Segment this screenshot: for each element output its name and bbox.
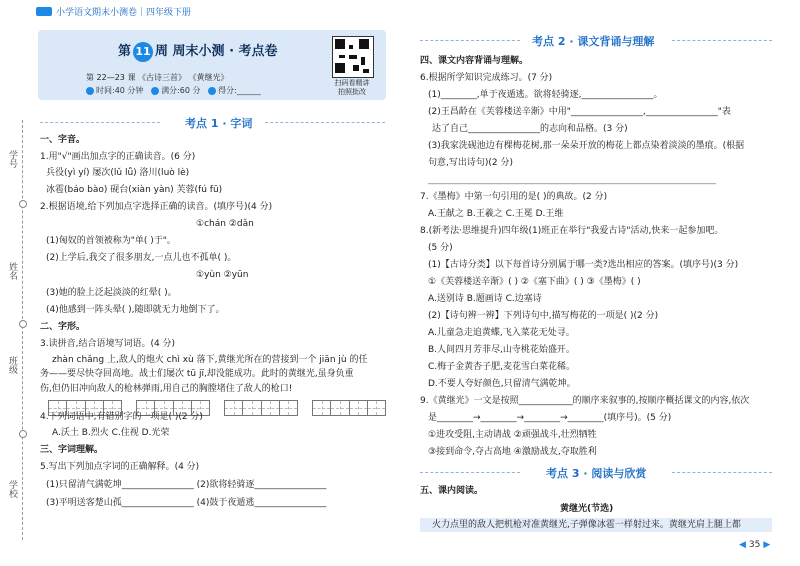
question-options[interactable]: 冰雹(báo bào) 砚台(xiàn yàn) 芙蓉(fú fū) — [46, 185, 223, 195]
question[interactable]: 7.《墨梅》中第一句引用的是( )的典故。(2 分) — [420, 192, 608, 202]
pen-icon — [208, 87, 216, 95]
question-item: (1)【古诗分类】以下每首诗分别属于哪一类?选出相应的答案。(填序号)(3 分) — [428, 260, 739, 270]
series-title: 小学语文期末小测卷｜四年级下册 — [56, 7, 192, 18]
passage-text: 火力点里的敌人把机枪对准黄继光,子弹像冰雹一样射过来。黄继光肩上腿上都 — [432, 520, 741, 530]
page-number — [736, 540, 773, 550]
binding-hole — [19, 430, 27, 438]
question-item[interactable]: (1)匈奴的首领被称为"单( )于"。 — [46, 236, 176, 246]
part-heading: 五、课内阅读。 — [420, 486, 484, 496]
question: 4.下列词语中,有错别字的一项是( )(2 分) — [40, 412, 203, 422]
part-heading: 四、课文内容背诵与理解。 — [420, 56, 529, 66]
question: 6.根据所学知识完成练习。(7 分) — [420, 73, 553, 83]
passage-title: 黄继光(节选) — [560, 504, 614, 514]
full-score: 满分:60 分 — [161, 86, 201, 95]
option-b[interactable]: B.人间四月芳菲尽,山寺桃花始盛开。 — [428, 345, 575, 355]
time-limit: 时间:40 分钟 — [96, 86, 144, 95]
clock-icon — [86, 87, 94, 95]
question-score: (5 分) — [428, 243, 453, 253]
qr-caption: 扫码看精讲 拍照批改 — [334, 79, 370, 96]
divider — [672, 472, 772, 473]
question: 2.根据语境,给下列加点字选择正确的读音。(填序号)(4 分) — [40, 202, 273, 212]
question-item[interactable]: (3)平明送客楚山孤________________ (4)鼓于夜遁逃________________ — [46, 498, 327, 508]
paper-title — [118, 40, 278, 62]
divider — [672, 40, 772, 41]
gutter-label: 学校 — [7, 480, 17, 498]
question-options: ①进攻受阻,主动请战 ②顽强战斗,壮烈牺牲 — [428, 430, 597, 440]
divider — [265, 122, 385, 123]
binding-hole — [19, 320, 27, 328]
cut-line — [22, 120, 23, 540]
part-heading: 二、字形。 — [40, 322, 86, 332]
question-options[interactable]: A.王献之 B.王羲之 C.王冕 D.王维 — [428, 209, 564, 219]
title-suffix: 周 周末小测 · 考点卷 — [155, 44, 278, 59]
section-heading: 考点 1 · 字词 — [185, 117, 253, 130]
question[interactable]: 9.《黄继光》一文是按照____________的顺序来叙事的,按顺序概括课文的内容,依次 — [420, 396, 750, 406]
divider — [420, 40, 520, 41]
page-number-label: 35 — [748, 540, 761, 550]
option-c[interactable]: C.梅子金黄杏子肥,麦花雪白菜花稀。 — [428, 362, 576, 372]
binding-hole — [19, 200, 27, 208]
question-options: A.送别诗 B.题画诗 C.边塞诗 — [428, 294, 542, 304]
pinyin-passage: 伤,但仍旧冲向敌人的枪林弹雨,用自己的胸膛堵住了敌人的枪口! — [40, 384, 293, 394]
option-d[interactable]: D.不要人夸好颜色,只留清气满乾坤。 — [428, 379, 576, 389]
part-heading: 三、字词理解。 — [40, 445, 104, 455]
writing-grid[interactable] — [312, 400, 386, 416]
brand-logo-icon — [36, 7, 52, 16]
question-item[interactable]: (3)她的脸上泛起淡淡的红晕( )。 — [46, 288, 177, 298]
question-item: 句意,写出诗句)(2 分) — [428, 158, 513, 168]
question-item[interactable]: (1)只留清气满乾坤________________ (2)欲将轻骑逐________________ — [46, 480, 327, 490]
question: 5.写出下列加点字词的正确解释。(4 分) — [40, 462, 200, 472]
fill-blank[interactable]: 达了自己________________的志向和品格。(3 分) — [432, 124, 628, 134]
gutter-label: 姓名 — [7, 262, 17, 280]
question-options[interactable]: A.沃土 B.烈火 C.住视 D.光荣 — [52, 428, 170, 438]
answer-line[interactable]: ________________________________________________________________ — [428, 175, 716, 185]
week-number-badge: 11 — [133, 42, 153, 62]
gutter-label: 班级 — [7, 356, 17, 374]
question-options[interactable]: 兵役(yì yí) 屡次(lǔ lǚ) 洛川(luò lè) — [46, 168, 190, 178]
pinyin-choices: ①yùn ②yūn — [196, 270, 249, 280]
fill-blank[interactable]: (2)王昌龄在《芙蓉楼送辛渐》中用"________________,________________"表 — [428, 107, 731, 117]
question-item[interactable]: (2)【诗句辨一辨】下列诗句中,描写梅花的一项是( )(2 分) — [428, 311, 659, 321]
question-item[interactable]: (2)上学后,我交了很多朋友,一点儿也不孤单( )。 — [46, 253, 237, 263]
binding-gutter — [0, 0, 34, 566]
fill-blank[interactable]: 是________→________→________→________(填序号)。(5 分) — [428, 413, 672, 423]
gutter-label: 学号 — [7, 150, 17, 168]
section-heading: 考点 3 · 阅读与欣赏 — [546, 467, 647, 480]
section-heading: 考点 2 · 课文背诵与理解 — [532, 35, 655, 48]
top-bar — [36, 4, 191, 18]
fill-blank[interactable]: (1)________,单于夜遁逃。欲将轻骑逐,________________。 — [428, 90, 663, 100]
question-item: (3)我家洗砚池边有棵梅花树,那一朵朵开放的梅花上都点染着淡淡的墨痕。(根据 — [428, 141, 745, 151]
score-icon — [151, 87, 159, 95]
pinyin-passage: 务——要尽快夺回高地。战士们屡次 tū jī,却没能成功。此时的黄继光,虽身负重 — [40, 369, 354, 379]
divider — [420, 472, 520, 473]
question: 3.读拼音,结合语境写词语。(4 分) — [40, 339, 176, 349]
lesson-range: 第 22—23 课 《古诗三首》 《黄继光》 — [86, 73, 229, 82]
qr-code-icon[interactable] — [332, 36, 374, 78]
pinyin-passage: zhàn chǎng 上,敌人的炮火 chì xù 落下,黄继光所在的营接到一个 jiān jù 的任 — [52, 355, 368, 365]
pinyin-choices: ①chán ②dǎn — [196, 219, 254, 229]
option-a[interactable]: A.儿童急走追黄蝶,飞入菜花无处寻。 — [428, 328, 575, 338]
arrow-right-icon[interactable]: ▶ — [763, 540, 771, 550]
question: 1.用"√"画出加点字的正确读音。(6 分) — [40, 152, 196, 162]
writing-grid[interactable] — [224, 400, 298, 416]
divider — [40, 122, 160, 123]
answer-blanks[interactable]: ①《芙蓉楼送辛渐》( ) ②《塞下曲》( ) ③《墨梅》( ) — [428, 277, 641, 287]
exam-meta — [86, 85, 261, 96]
paper-header — [38, 30, 386, 100]
title-prefix: 第 — [118, 44, 132, 59]
part-heading: 一、字音。 — [40, 135, 86, 145]
question: 8.(新考法·思维提升)四年级(1)班正在举行"我爱古诗"活动,快来一起参加吧。 — [420, 226, 724, 236]
score-field[interactable]: 得分:______ — [218, 86, 261, 95]
question-item[interactable]: (4)他感到一阵头晕( ),随即就无力地倒下了。 — [46, 305, 225, 315]
arrow-left-icon[interactable]: ◀ — [739, 540, 746, 550]
question-options: ③接到命令,夺占高地 ④激励战友,夺取胜利 — [428, 447, 597, 457]
